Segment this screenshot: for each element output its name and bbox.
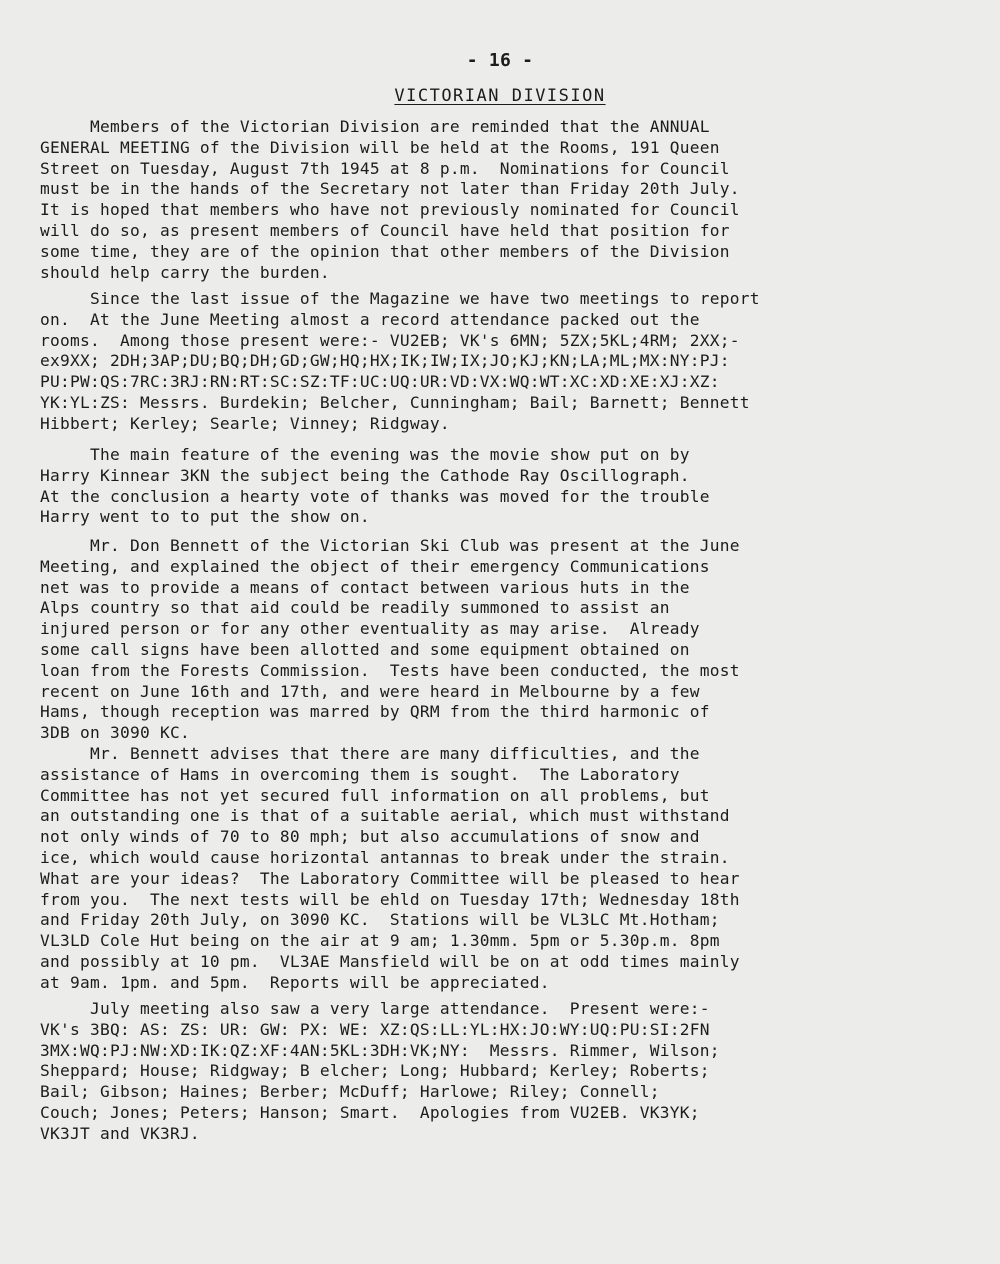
text-line: at 9am. 1pm. and 5pm. Reports will be appreciated. [40,972,550,992]
text-line: ice, which would cause horizontal antannas to break under the strain. [40,847,730,867]
text-line: The main feature of the evening was the movie show put on by [40,445,690,464]
text-line: and possibly at 10 pm. VL3AE Mansfield will be on at odd times mainly [40,951,740,971]
text-line: Harry went to to put the show on. [40,507,370,527]
text-line: will do so, as present members of Council have held that position for [40,220,730,240]
page-title [0,86,1000,106]
text-line: and Friday 20th July, on 3090 KC. Stations will be VL3LC Mt.Hotham; [40,910,720,930]
text-line: VK's 3BQ: AS: ZS: UR: GW: PX: WE: XZ:QS:LL:YL:HX:JO:WY:UQ:PU:SI:2FN [40,1019,710,1039]
text-line: injured person or for any other eventuality as may arise. Already [40,619,700,639]
text-line: Street on Tuesday, August 7th 1945 at 8 p.m. Nominations for Council [40,158,730,178]
text-line: not only winds of 70 to 80 mph; but also accumulations of snow and [40,827,700,847]
text-line: Members of the Victorian Division are reminded that the ANNUAL [40,117,710,136]
page-title-text: VICTORIAN DIVISION [394,86,606,106]
text-line: Harry Kinnear 3KN the subject being the Cathode Ray Oscillograph. [40,465,690,485]
text-line: Hams, though reception was marred by QRM from the third harmonic of [40,702,710,722]
text-line: Committee has not yet secured full information on all problems, but [40,785,710,805]
text-line: some time, they are of the opinion that other members of the Division [40,241,730,261]
text-line: What are your ideas? The Laboratory Committee will be pleased to hear [40,868,740,888]
text-line: Since the last issue of the Magazine we have two meetings to report [40,289,760,308]
text-line: Sheppard; House; Ridgway; B elcher; Long; Hubbard; Kerley; Roberts; [40,1061,710,1081]
paragraph-ski-club [40,536,940,994]
text-line: Meeting, and explained the object of their emergency Communications [40,556,710,576]
page-number: - 16 - [466,50,534,71]
text-line: GENERAL MEETING of the Division will be held at the Rooms, 191 Queen [40,137,720,157]
text-line: should help carry the burden. [40,262,330,282]
text-line: It is hoped that members who have not previously nominated for Council [40,200,740,220]
text-line: from you. The next tests will be ehld on Tuesday 17th; Wednesday 18th [40,889,740,909]
text-line: At the conclusion a hearty vote of thanks was moved for the trouble [40,486,710,506]
paragraph-movie-show [40,445,940,528]
text-line: Mr. Don Bennett of the Victorian Ski Club was present at the June [40,536,740,555]
text-line: some call signs have been allotted and some equipment obtained on [40,639,690,659]
text-line: Bail; Gibson; Haines; Berber; McDuff; Harlowe; Riley; Connell; [40,1082,660,1102]
text-line: ex9XX; 2DH;3AP;DU;BQ;DH;GD;GW;HQ;HX;IK;IW;IX;JO;KJ;KN;LA;ML;MX:NY:PJ: [40,351,730,371]
paragraph-annual-meeting [40,117,940,283]
text-line: Alps country so that aid could be readily summoned to assist an [40,598,670,618]
text-line: PU:PW:QS:7RC:3RJ:RN:RT:SC:SZ:TF:UC:UQ:UR:VD:VX:WQ:WT:XC:XD:XE:XJ:XZ: [40,372,720,392]
text-line: must be in the hands of the Secretary not later than Friday 20th July. [40,179,740,199]
text-line: recent on June 16th and 17th, and were heard in Melbourne by a few [40,681,700,701]
text-line: 3MX:WQ:PJ:NW:XD:IK:QZ:XF:4AN:5KL:3DH:VK;NY: Messrs. Rimmer, Wilson; [40,1040,720,1060]
text-line: VL3LD Cole Hut being on the air at 9 am; 1.30mm. 5pm or 5.30p.m. 8pm [40,931,720,951]
text-line: rooms. Among those present were:- VU2EB; VK's 6MN; 5ZX;5KL;4RM; 2XX;- [40,330,740,350]
text-line: net was to provide a means of contact between various huts in the [40,577,690,597]
text-line: YK:YL:ZS: Messrs. Burdekin; Belcher, Cunningham; Bail; Barnett; Bennett [40,392,750,412]
paragraph-july-meeting [40,999,940,1145]
text-line: July meeting also saw a very large attendance. Present were:- [40,999,710,1018]
text-line: Mr. Bennett advises that there are many difficulties, and the [40,743,700,763]
text-line: assistance of Hams in overcoming them is sought. The Laboratory [40,764,680,784]
text-line: Couch; Jones; Peters; Hanson; Smart. Apologies from VU2EB. VK3YK; [40,1102,700,1122]
text-line: Hibbert; Kerley; Searle; Vinney; Ridgway. [40,413,450,433]
text-line: VK3JT and VK3RJ. [40,1123,200,1143]
text-line: an outstanding one is that of a suitable aerial, which must withstand [40,806,730,826]
text-line: on. At the June Meeting almost a record attendance packed out the [40,309,700,329]
text-line: 3DB on 3090 KC. [40,723,190,743]
paragraph-june-meeting [40,289,940,435]
text-line: loan from the Forests Commission. Tests have been conducted, the most [40,660,740,680]
